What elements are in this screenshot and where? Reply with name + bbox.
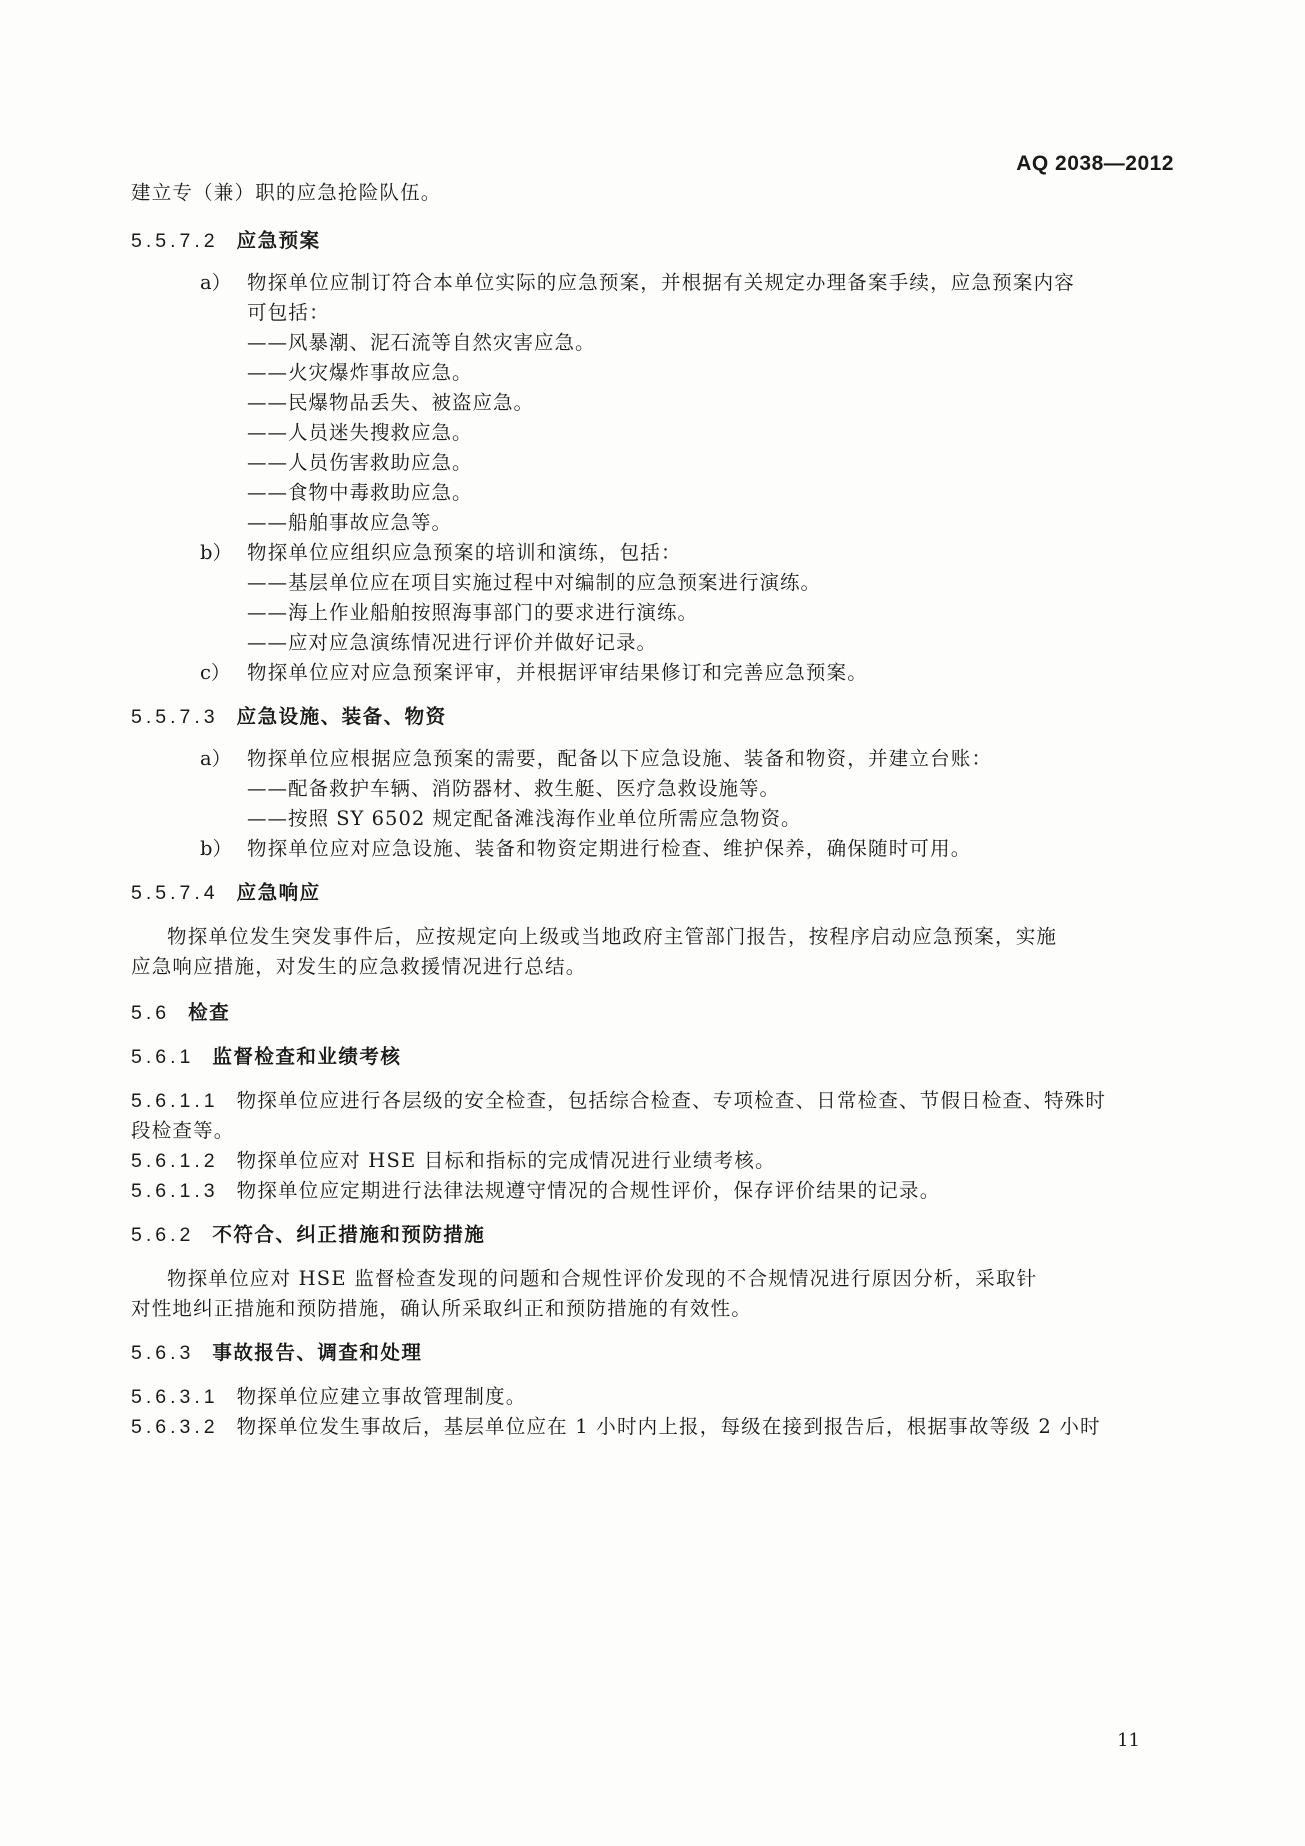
section-heading-5-6-3 bbox=[131, 1336, 1151, 1370]
paragraph-line: 建立专（兼）职的应急抢险队伍。 bbox=[131, 181, 442, 204]
section-title: 事故报告、调查和处理 bbox=[212, 1341, 423, 1364]
clause-5-6-1-3 bbox=[131, 1174, 1151, 1208]
page-number: 11 bbox=[1117, 1730, 1140, 1751]
section-title: 不符合、纠正措施和预防措施 bbox=[212, 1223, 486, 1246]
item-label: c） bbox=[200, 661, 231, 684]
dash-item: ——民爆物品丢失、被盗应急。 bbox=[247, 391, 535, 414]
clause-5-6-1-1 bbox=[131, 1084, 1151, 1118]
clause-5-6-3-2 bbox=[131, 1410, 1151, 1444]
dash-item: ——按照 SY 6502 规定配备滩浅海作业单位所需应急物资。 bbox=[247, 807, 802, 830]
clause-text: 物探单位应建立事故管理制度。 bbox=[236, 1385, 527, 1408]
dash-item: ——人员伤害救助应急。 bbox=[247, 451, 473, 474]
item-text: 物探单位应制订符合本单位实际的应急预案，并根据有关规定办理备案手续，应急预案内容 bbox=[247, 271, 1076, 294]
section-number: 5.5.7.4 bbox=[131, 882, 219, 904]
dash-item: ——海上作业船舶按照海事部门的要求进行演练。 bbox=[247, 601, 699, 624]
item-label: a） bbox=[200, 747, 232, 770]
section-title: 应急响应 bbox=[236, 881, 321, 904]
paragraph-line: 对性地纠正措施和预防措施，确认所采取纠正和预防措施的有效性。 bbox=[131, 1297, 753, 1320]
section-heading-5-5-7-4 bbox=[131, 876, 1151, 910]
section-number: 5.6.3 bbox=[131, 1342, 195, 1364]
section-title: 应急设施、装备、物资 bbox=[236, 705, 447, 728]
section-title: 应急预案 bbox=[236, 229, 321, 252]
dash-item: ——风暴潮、泥石流等自然灾害应急。 bbox=[247, 331, 596, 354]
clause-5-6-1-2 bbox=[131, 1144, 1151, 1178]
section-number: 5.6.2 bbox=[131, 1224, 195, 1246]
section-number: 5.5.7.2 bbox=[131, 230, 219, 252]
section-title: 监督检查和业绩考核 bbox=[212, 1045, 402, 1068]
paragraph-line: 应急响应措施，对发生的应急救援情况进行总结。 bbox=[131, 955, 587, 978]
dash-item: ——应对应急演练情况进行评价并做好记录。 bbox=[247, 631, 658, 654]
clause-5-6-3-1 bbox=[131, 1380, 1151, 1414]
section-heading-5-5-7-3 bbox=[131, 700, 1151, 734]
item-text: 物探单位应对应急设施、装备和物资定期进行检查、维护保养，确保随时可用。 bbox=[247, 837, 972, 860]
item-label: b） bbox=[200, 837, 232, 860]
item-label: b） bbox=[200, 541, 232, 564]
item-text: 物探单位应组织应急预案的培训和演练，包括： bbox=[247, 541, 682, 564]
clause-number: 5.6.1.3 bbox=[131, 1180, 219, 1202]
clause-number: 5.6.3.2 bbox=[131, 1416, 219, 1438]
section-heading-5-5-7-2 bbox=[131, 224, 1151, 258]
section-number: 5.5.7.3 bbox=[131, 706, 219, 728]
dash-item: ——人员迷失搜救应急。 bbox=[247, 421, 473, 444]
item-text: 可包括： bbox=[247, 301, 330, 324]
section-heading-5-6-2 bbox=[131, 1218, 1151, 1252]
paragraph-line: 段检查等。 bbox=[131, 1119, 235, 1142]
section-heading-5-6 bbox=[131, 996, 1151, 1030]
dash-item: ——火灾爆炸事故应急。 bbox=[247, 361, 473, 384]
clause-number: 5.6.1.1 bbox=[131, 1090, 219, 1112]
section-number: 5.6 bbox=[131, 1002, 171, 1024]
paragraph-line: 物探单位应对 HSE 监督检查发现的问题和合规性评价发现的不合规情况进行原因分析，采取针 bbox=[167, 1267, 1038, 1290]
clause-text: 物探单位应定期进行法律法规遵守情况的合规性评价，保存评价结果的记录。 bbox=[236, 1179, 941, 1202]
standard-code: AQ 2038—2012 bbox=[1016, 152, 1174, 175]
clause-text: 物探单位应对 HSE 目标和指标的完成情况进行业绩考核。 bbox=[236, 1149, 776, 1172]
section-heading-5-6-1 bbox=[131, 1040, 1151, 1074]
dash-item: ——配备救护车辆、消防器材、救生艇、医疗急救设施等。 bbox=[247, 777, 781, 800]
dash-item: ——基层单位应在项目实施过程中对编制的应急预案进行演练。 bbox=[247, 571, 822, 594]
section-number: 5.6.1 bbox=[131, 1046, 195, 1068]
dash-item: ——食物中毒救助应急。 bbox=[247, 481, 473, 504]
item-text: 物探单位应对应急预案评审，并根据评审结果修订和完善应急预案。 bbox=[247, 661, 869, 684]
clause-number: 5.6.1.2 bbox=[131, 1150, 219, 1172]
clause-number: 5.6.3.1 bbox=[131, 1386, 219, 1408]
clause-text: 物探单位发生事故后，基层单位应在 1 小时内上报，每级在接到报告后，根据事故等级 2 小时 bbox=[236, 1415, 1101, 1438]
item-text: 物探单位应根据应急预案的需要，配备以下应急设施、装备和物资，并建立台账： bbox=[247, 747, 993, 770]
section-title: 检查 bbox=[188, 1001, 231, 1024]
item-label: a） bbox=[200, 271, 232, 294]
clause-text: 物探单位应进行各层级的安全检查，包括综合检查、专项检查、日常检查、节假日检查、特殊时 bbox=[236, 1089, 1107, 1112]
dash-item: ——船舶事故应急等。 bbox=[247, 511, 453, 534]
paragraph-line: 物探单位发生突发事件后，应按规定向上级或当地政府主管部门报告，按程序启动应急预案，实施 bbox=[167, 925, 1058, 948]
